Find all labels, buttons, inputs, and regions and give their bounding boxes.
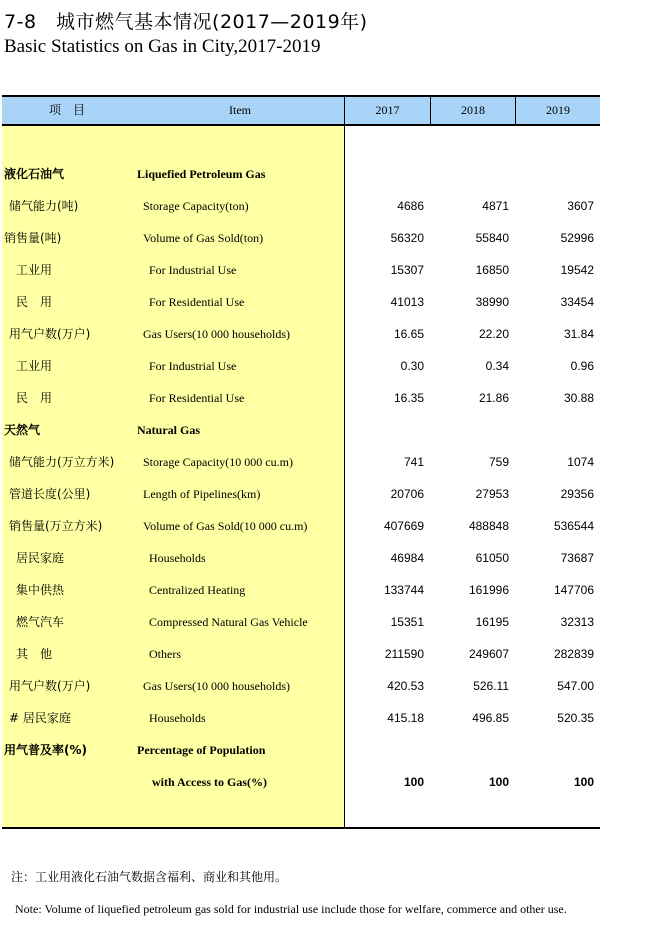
row-value-2017: 133744 [383,583,424,597]
row-value-2018: 21.86 [478,391,509,405]
row-label-cn: 民 用 [16,295,53,309]
row-value-2017: 741 [403,455,424,469]
table-row [0,356,645,376]
row-label-en: Centralized Heating [149,583,246,597]
row-label-cn: 民 用 [16,391,53,405]
row-label-en: with Access to Gas(%) [152,775,267,789]
row-value-2017: 100 [403,775,424,789]
row-value-2019: 147706 [553,583,594,597]
table-row [0,452,645,472]
row-value-2019: 31.84 [563,327,594,341]
page-title-chinese: 7-8 城市燃气基本情况(2017—2019年) [4,11,368,33]
table-row [0,324,645,344]
row-value-2018: 38990 [475,295,509,309]
row-label-en: Storage Capacity(ton) [143,199,249,213]
header-item-cn: 项 目 [48,103,85,117]
table-row [0,388,645,408]
row-value-2017: 16.35 [393,391,424,405]
row-label-en: For Residential Use [149,391,245,405]
table-row [0,676,645,696]
row-label-en: Volume of Gas Sold(10 000 cu.m) [143,519,308,533]
row-value-2018: 249607 [468,647,509,661]
row-value-2017: 20706 [390,487,424,501]
row-label-en: Gas Users(10 000 households) [143,327,290,341]
row-value-2018: 759 [488,455,509,469]
row-value-2018: 496.85 [472,711,509,725]
row-label-en: Others [149,647,181,661]
row-label-cn: 工业用 [16,263,53,277]
row-value-2018: 100 [488,775,509,789]
row-value-2019: 3607 [567,199,594,213]
header-year-2019: 2019 [546,103,570,117]
row-value-2017: 41013 [390,295,424,309]
row-value-2019: 282839 [553,647,594,661]
row-label-en: Liquefied Petroleum Gas [137,167,266,181]
row-label-en: Households [149,711,206,725]
table-bottom-rule [2,827,600,829]
row-value-2018: 22.20 [478,327,509,341]
table-row [0,580,645,600]
row-value-2019: 1074 [567,455,594,469]
row-label-en: For Residential Use [149,295,245,309]
row-value-2017: 407669 [383,519,424,533]
row-value-2019: 100 [573,775,594,789]
page-title-english: Basic Statistics on Gas in City,2017-2019 [4,36,321,57]
table-row [0,548,645,568]
row-value-2017: 4686 [397,199,424,213]
row-label-cn: 用气户数(万户) [9,679,91,693]
row-label-en: Compressed Natural Gas Vehicle [149,615,308,629]
row-value-2019: 536544 [553,519,594,533]
footnote-english: Note: Volume of liquefied petroleum gas sold for industrial use include those for welfare, commerce and other use. [15,902,567,916]
row-label-cn: 工业用 [16,359,53,373]
row-value-2017: 0.30 [400,359,424,373]
table-row [0,196,645,216]
table-row [0,772,645,792]
row-value-2018: 526.11 [473,679,509,693]
table-row [0,164,645,184]
row-value-2019: 73687 [560,551,594,565]
table-row [0,708,645,728]
row-label-en: Storage Capacity(10 000 cu.m) [143,455,293,469]
header-year-2018: 2018 [461,103,485,117]
row-label-cn: 天然气 [4,423,41,437]
row-label-cn: 用气户数(万户) [9,327,91,341]
row-value-2018: 488848 [468,519,509,533]
row-label-cn: 燃气汽车 [16,615,65,629]
table-row [0,292,645,312]
row-label-cn: 居民家庭 [16,551,65,565]
header-item-en: Item [229,103,251,117]
row-value-2019: 520.35 [557,711,594,725]
row-label-en: For Industrial Use [149,263,237,277]
row-value-2018: 55840 [475,231,509,245]
row-label-cn: 其 他 [16,647,53,661]
row-value-2019: 52996 [560,231,594,245]
row-value-2018: 61050 [475,551,509,565]
row-label-cn: # 居民家庭 [9,711,71,725]
row-value-2019: 33454 [560,295,594,309]
row-value-2018: 27953 [475,487,509,501]
row-value-2019: 19542 [560,263,594,277]
row-value-2017: 415.18 [387,711,424,725]
row-label-cn: 储气能力(吨) [9,199,79,213]
table-row [0,644,645,664]
row-value-2019: 0.96 [570,359,594,373]
row-value-2018: 161996 [468,583,509,597]
table-row [0,260,645,280]
row-value-2018: 16850 [475,263,509,277]
table-row [0,740,645,760]
row-label-en: Households [149,551,206,565]
header-year-2017: 2017 [375,103,400,117]
row-value-2019: 30.88 [563,391,594,405]
row-value-2017: 16.65 [393,327,424,341]
row-value-2017: 15351 [390,615,424,629]
table-row [0,420,645,440]
row-label-en: Length of Pipelines(km) [143,487,261,501]
table-row [0,228,645,248]
row-label-en: Volume of Gas Sold(ton) [143,231,264,245]
row-label-cn: 液化石油气 [4,167,65,181]
row-value-2017: 56320 [390,231,424,245]
row-value-2019: 32313 [560,615,594,629]
footnote-chinese: 注：工业用液化石油气数据含福利、商业和其他用。 [11,870,288,884]
table-row [0,516,645,536]
row-value-2019: 29356 [560,487,594,501]
row-label-en: Percentage of Population [137,743,266,757]
row-value-2018: 4871 [482,199,509,213]
row-label-cn: 用气普及率(%) [4,743,87,757]
row-label-cn: 管道长度(公里) [9,487,91,501]
table-row [0,612,645,632]
row-value-2018: 16195 [475,615,509,629]
row-label-en: Gas Users(10 000 households) [143,679,290,693]
row-value-2018: 0.34 [485,359,509,373]
row-label-cn: 储气能力(万立方米) [9,455,115,469]
row-label-en: Natural Gas [137,423,200,437]
row-value-2017: 211590 [384,647,424,661]
row-value-2017: 15307 [390,263,424,277]
row-value-2019: 547.00 [557,679,594,693]
table-row [0,484,645,504]
row-label-cn: 销售量(吨) [4,231,62,245]
row-value-2017: 420.53 [387,679,424,693]
row-label-en: For Industrial Use [149,359,237,373]
row-label-cn: 销售量(万立方米) [9,519,103,533]
row-label-cn: 集中供热 [16,583,65,597]
row-value-2017: 46984 [390,551,424,565]
